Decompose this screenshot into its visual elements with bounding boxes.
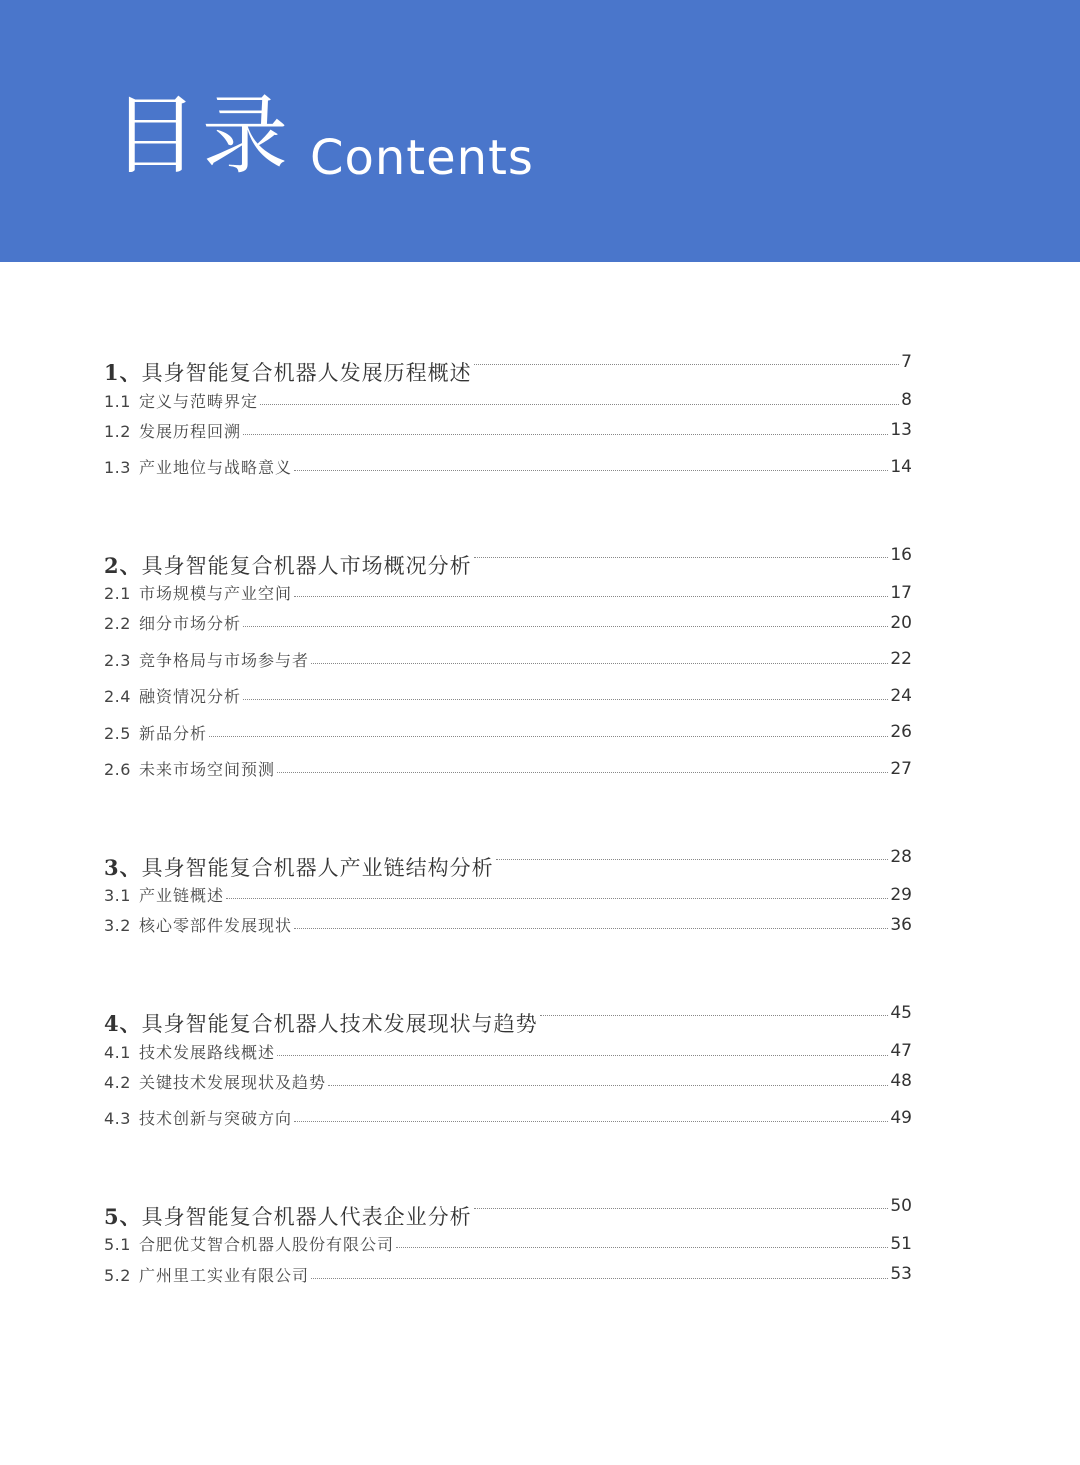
dot-leader [243, 626, 888, 627]
chapter-number: 4、 [104, 1011, 142, 1037]
subsection-label [104, 1263, 309, 1286]
dot-leader [311, 663, 888, 664]
subsection-page-number: 51 [890, 1233, 912, 1254]
subsection-label [104, 455, 292, 478]
toc-section [104, 1196, 912, 1292]
dot-leader [260, 404, 899, 405]
subsection-label [104, 611, 241, 634]
subsection-page-number: 36 [890, 914, 912, 935]
dot-leader [277, 772, 888, 773]
subsection-number: 3.2 [104, 916, 131, 936]
toc-subsection-entry[interactable] [104, 605, 912, 641]
subsection-number: 4.2 [104, 1072, 131, 1092]
chapter-page-number: 50 [890, 1195, 912, 1216]
subsection-label [104, 1040, 275, 1063]
toc-section [104, 847, 912, 943]
chapter-label [104, 358, 472, 388]
chapter-number: 3、 [104, 854, 142, 880]
subsection-page-number: 48 [890, 1071, 912, 1092]
toc-chapter-entry[interactable] [104, 1196, 912, 1232]
chapter-number: 5、 [104, 1203, 142, 1229]
dot-leader [474, 1208, 889, 1209]
dot-leader [294, 1121, 888, 1122]
subsection-page-number: 22 [890, 649, 912, 670]
toc-subsection-entry[interactable] [104, 1039, 912, 1063]
subsection-label [104, 419, 241, 442]
subsection-label [104, 913, 292, 936]
subsection-title: 产业链概述 [138, 886, 224, 906]
chapter-label [104, 551, 472, 581]
subsection-title: 市场规模与产业空间 [138, 584, 292, 604]
toc-section [104, 352, 912, 485]
dot-leader [226, 898, 888, 899]
dot-leader [294, 470, 888, 471]
toc-subsection-entry[interactable] [104, 1256, 912, 1292]
subsection-page-number: 53 [890, 1264, 912, 1285]
toc-subsection-entry[interactable] [104, 641, 912, 677]
subsection-number: 2.5 [104, 723, 131, 743]
toc-subsection-entry[interactable] [104, 412, 912, 448]
subsection-page-number: 20 [890, 612, 912, 633]
subsection-page-number: 14 [890, 456, 912, 477]
subsection-number: 5.2 [104, 1265, 131, 1285]
subsection-label [104, 883, 224, 906]
subsection-label [104, 1232, 394, 1255]
toc-chapter-entry[interactable] [104, 545, 912, 581]
subsection-title: 新品分析 [138, 723, 207, 743]
chapter-page-number: 28 [890, 846, 912, 867]
dot-leader [209, 736, 888, 737]
subsection-number: 2.6 [104, 760, 131, 780]
chapter-page-number: 45 [890, 1003, 912, 1024]
subsection-number: 2.3 [104, 650, 131, 670]
subsection-label [104, 721, 207, 744]
dot-leader [277, 1055, 888, 1056]
dot-leader [396, 1247, 888, 1248]
dot-leader [294, 596, 888, 597]
subsection-title: 产业地位与战略意义 [138, 458, 292, 478]
subsection-page-number: 29 [890, 884, 912, 905]
subsection-label [104, 389, 258, 412]
subsection-number: 2.4 [104, 687, 131, 707]
chapter-page-number: 7 [901, 352, 912, 372]
chapter-number: 1、 [104, 360, 142, 385]
subsection-label [104, 684, 241, 707]
toc-subsection-entry[interactable] [104, 1100, 912, 1136]
subsection-title: 技术创新与突破方向 [138, 1109, 292, 1129]
dot-leader [474, 557, 889, 558]
subsection-title: 融资情况分析 [138, 687, 241, 707]
subsection-number: 2.2 [104, 614, 131, 634]
dot-leader [496, 859, 889, 860]
dot-leader [311, 1278, 888, 1279]
table-of-contents [104, 352, 912, 1352]
subsection-page-number: 27 [890, 758, 912, 779]
toc-section [104, 1003, 912, 1136]
toc-subsection-entry[interactable] [104, 678, 912, 714]
subsection-number: 3.1 [104, 886, 131, 906]
toc-subsection-entry[interactable] [104, 907, 912, 943]
dot-leader [243, 699, 888, 700]
subsection-number: 1.1 [104, 391, 131, 411]
subsection-title: 细分市场分析 [138, 614, 241, 634]
toc-subsection-entry[interactable] [104, 581, 912, 605]
toc-subsection-entry[interactable] [104, 448, 912, 484]
toc-chapter-entry[interactable] [104, 847, 912, 883]
subsection-title: 关键技术发展现状及趋势 [138, 1072, 326, 1092]
subsection-page-number: 47 [890, 1041, 912, 1062]
chapter-number: 2、 [104, 552, 142, 578]
toc-subsection-entry[interactable] [104, 883, 912, 907]
toc-subsection-entry[interactable] [104, 388, 912, 412]
toc-chapter-entry[interactable] [104, 352, 912, 388]
subsection-label [104, 757, 275, 780]
subsection-number: 2.1 [104, 584, 131, 604]
subsection-title: 广州里工实业有限公司 [138, 1265, 309, 1285]
subsection-label [104, 1106, 292, 1129]
subsection-page-number: 8 [901, 390, 912, 410]
subsection-title: 竞争格局与市场参与者 [138, 650, 309, 670]
subsection-page-number: 24 [890, 685, 912, 706]
toc-section [104, 545, 912, 787]
page-title-cn: 目录 [112, 86, 292, 186]
subsection-number: 5.1 [104, 1235, 131, 1255]
dot-leader [294, 928, 888, 929]
chapter-title: 具身智能复合机器人发展历程概述 [141, 361, 472, 385]
dot-leader [540, 1015, 889, 1016]
chapter-title: 具身智能复合机器人市场概况分析 [141, 553, 472, 578]
chapter-label [104, 1009, 538, 1039]
subsection-title: 合肥优艾智合机器人股份有限公司 [138, 1235, 394, 1255]
chapter-page-number: 16 [890, 544, 912, 565]
subsection-page-number: 17 [890, 582, 912, 603]
subsection-page-number: 13 [890, 420, 912, 441]
chapter-title: 具身智能复合机器人技术发展现状与趋势 [141, 1012, 538, 1037]
page-title-en: Contents [310, 130, 534, 186]
toc-subsection-entry[interactable] [104, 750, 912, 786]
chapter-title: 具身智能复合机器人产业链结构分析 [141, 855, 494, 880]
subsection-number: 1.2 [104, 421, 131, 441]
toc-chapter-entry[interactable] [104, 1003, 912, 1039]
subsection-title: 发展历程回溯 [138, 421, 241, 441]
subsection-label [104, 1070, 326, 1093]
dot-leader [474, 364, 900, 365]
subsection-number: 4.1 [104, 1042, 131, 1062]
subsection-page-number: 49 [890, 1107, 912, 1128]
toc-subsection-entry[interactable] [104, 714, 912, 750]
header-band [0, 0, 1080, 262]
chapter-title: 具身智能复合机器人代表企业分析 [141, 1204, 472, 1229]
toc-subsection-entry[interactable] [104, 1063, 912, 1099]
toc-subsection-entry[interactable] [104, 1232, 912, 1256]
dot-leader [243, 434, 888, 435]
subsection-page-number: 26 [890, 722, 912, 743]
dot-leader [328, 1085, 888, 1086]
subsection-title: 技术发展路线概述 [138, 1042, 275, 1062]
subsection-number: 1.3 [104, 458, 131, 478]
subsection-title: 未来市场空间预测 [138, 760, 275, 780]
subsection-number: 4.3 [104, 1109, 131, 1129]
subsection-title: 核心零部件发展现状 [138, 916, 292, 936]
chapter-label [104, 853, 494, 883]
subsection-label [104, 581, 292, 604]
subsection-title: 定义与范畴界定 [138, 391, 258, 411]
chapter-label [104, 1202, 472, 1232]
subsection-label [104, 648, 309, 671]
